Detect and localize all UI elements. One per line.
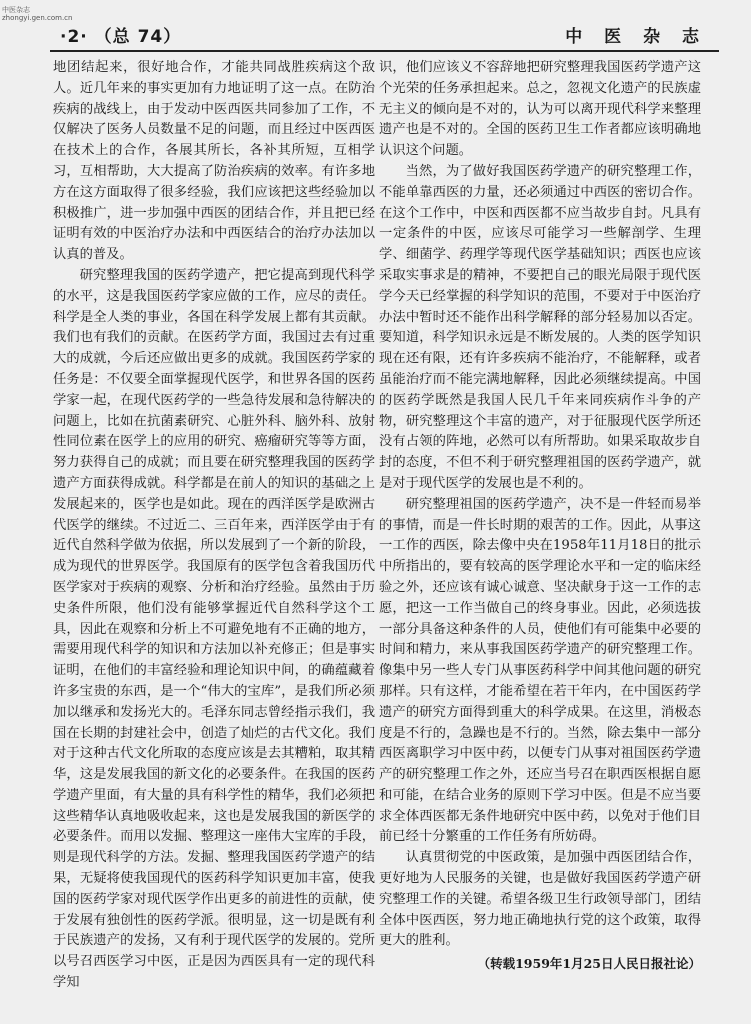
total-page-number: （总 74） (94, 27, 182, 47)
page-number-group (60, 22, 181, 47)
paragraph: 研究整理我国的医药学遗产，把它提高到现代科学的水平，这是我国医药学家应做的工作，应尽的责任。科学是全人类的事业，各国在科学发展上都有其贡献。我们也有我们的贡献。在医药学方面，我国过去有过重大的成就，今后还应做出更多的成就。我国医药学家的任务是：不仅要全面掌握现代医学，和世界各国的医药学家一起，在现代医药学的一些急待发展和急待解决的问题上，比如在抗菌素研究、心脏外科、脑外科、放射性同位素在医学上的应用的研究、癌瘤研究等等方面，努力获得自己的成就；而且要在研究整理我国的医药学遗产方面获得成就。科学都是在前人的知识的基础之上发展起来的，医学也是如此。现在的西洋医学是欧洲古代医学的继续。不过近二、三百年来，西洋医学由于有近代自然科学做为依据，所以发展到了一个新的阶段，成为现代的世界医学。我国原有的医学包含着我国历代医学家对于疾病的观察、分析和治疗经验。虽然由于历史条件所限，他们没有能够掌握近代自然科学这个工具，因此在观察和分析上不可避免地有不正确的地方，需要用现代科学的知识和方法加以补充修正；但是事实证明，在他们的丰富经验和理论知识中间，的确蕴藏着许多宝贵的东西，是一个“伟大的宝库”，是我们所必须加以继承和发扬光大的。毛泽东同志曾经指示我们，我国在长期的封建社会中，创造了灿烂的古代文化。我们对于这种古代文化所取的态度应该是去其糟粕，取其精华，这是发展我国的新文化的必要条件。在我国的医药学遗产里面，有大量的具有科学性的精华，我们必须把这些精华认真地吸收起来，这也是发展我国的新医学的必要条件。而用以发掘、整理这一座伟大宝库的手段，则是现代科学的方法。发掘、整理我国医药学遗产的结果，无疑将使我国现代的医药科学知识更加丰富，使我国的医药学家对现代医学作出更多的前进性的贡献，使于发展有独创性的医药学派。很明显，这一切是既有利于民族遗产的发扬，又有利于现代医学的发展的。党所以号召西医学习中医，正是因为西医具有一定的现代科学知 (53, 267, 375, 991)
watermark (2, 6, 73, 23)
source-note: （转载1959年1月25日人民日报社论） (477, 956, 701, 972)
journal-title: 中 医 杂 志 (565, 27, 707, 47)
page-number: ·2· (60, 27, 88, 47)
watermark-title: 中医杂志 (2, 6, 30, 14)
watermark-url: zhongyi.gen.com.cn (2, 14, 73, 23)
page-header (50, 14, 719, 52)
paragraph: 研究整理祖国的医药学遗产，决不是一件轻而易举的事情，而是一件长时期的艰苦的工作。因此，从事这一工作的西医，除去像中央在1958年11月18日的批示中所指出的，要有较高的医学理论水平和一定的临床经验之外，还应该有诚心诚意、坚决献身于这一工作的志愿，把这一工作当做自己的终身事业。因此，必须选拔一部分具备这种条件的人员，使他们有可能集中必要的时间和精力，来从事我国医药学遗产的研究整理工作。像集中另一些人专门从事医药科学中间其他问题的研究那样。只有这样，才能希望在若干年内，在中国医药学遗产的研究方面得到重大的科学成果。在这里，消极态度是不行的，急躁也是不行的。当然，除去集中一部分西医离职学习中医中药，以便专门从事对祖国医药学遗产的研究整理工作之外，还应当号召在职西医根据自愿和可能，在结合业务的原则下学习中医。但是不应当要求全体西医都无条件地研究中医中药，以免对于他们目前已经十分繁重的工作任务有所妨碍。 (379, 496, 701, 845)
paragraph: 当然，为了做好我国医药学遗产的研究整理工作，不能单靠西医的力量，还必须通过中西医的密切合作。在这个工作中，中医和西医都不应当故步自封。凡具有一定条件的中医，应该尽可能学习一些解剖学、生理学、细菌学、药理学等现代医学基础知识；西医也应该采取实事求是的精神，不要把自己的眼光局限于现代医学今天已经掌握的科学知识的范围，不要对于中医治疗办法中暂时还不能作出科学解释的部分轻易加以否定。要知道，科学知识永远是不断发展的。人类的医学知识现在还有限，还有许多疾病不能治疗，不能解释，或者虽能治疗而不能完满地解释，因此必须继续提高。中国的医药学既然是我国人民几千年来同疾病作斗争的产物，研究整理这个丰富的遗产，对于征服现代医学所还没有占领的阵地，必然可以有所帮助。如果采取故步自封的态度，不但不利于研究整理祖国的医药学遗产，就是对于现代医学的发展也是不利的。 (379, 163, 701, 491)
paragraph: 地团结起来，很好地合作，才能共同战胜疾病这个敌人。近几年来的事实更加有力地证明了这一点。在防治疾病的战线上，由于发动中医西医共同参加了工作，不仅解决了医务人员数量不足的问题，而且经过中医西医在技术上的合作，各展其所长，各补其所短，互相学习，互相帮助，大大提高了防治疾病的效率。有许多地方在这方面取得了很多经验，我们应该把这些经验加以积极推广，进一步加强中西医的团结合作，并且把已经证明有效的中医治疗办法和中西医结合的治疗办法加以认真的普及。 (53, 60, 375, 263)
paragraph: 识，他们应该义不容辞地把研究整理我国医药学遗产这个光荣的任务承担起来。总之，忽视文化遗产的民族虚无主义的倾向是不对的，认为可以离开现代科学来整理遗产也是不对的。全国的医药卫生工作者都应该明确地认识这个问题。 (379, 60, 701, 159)
left-column (53, 58, 375, 994)
right-column (379, 58, 701, 975)
paragraph: 认真贯彻党的中医政策，是加强中西医团结合作，更好地为人民服务的关键，也是做好我国医药学遗产研究整理工作的关键。希望各级卫生行政领导部门，团结全体中医西医，努力地正确地执行党的这个政策，取得更大的胜利。 (379, 850, 701, 949)
